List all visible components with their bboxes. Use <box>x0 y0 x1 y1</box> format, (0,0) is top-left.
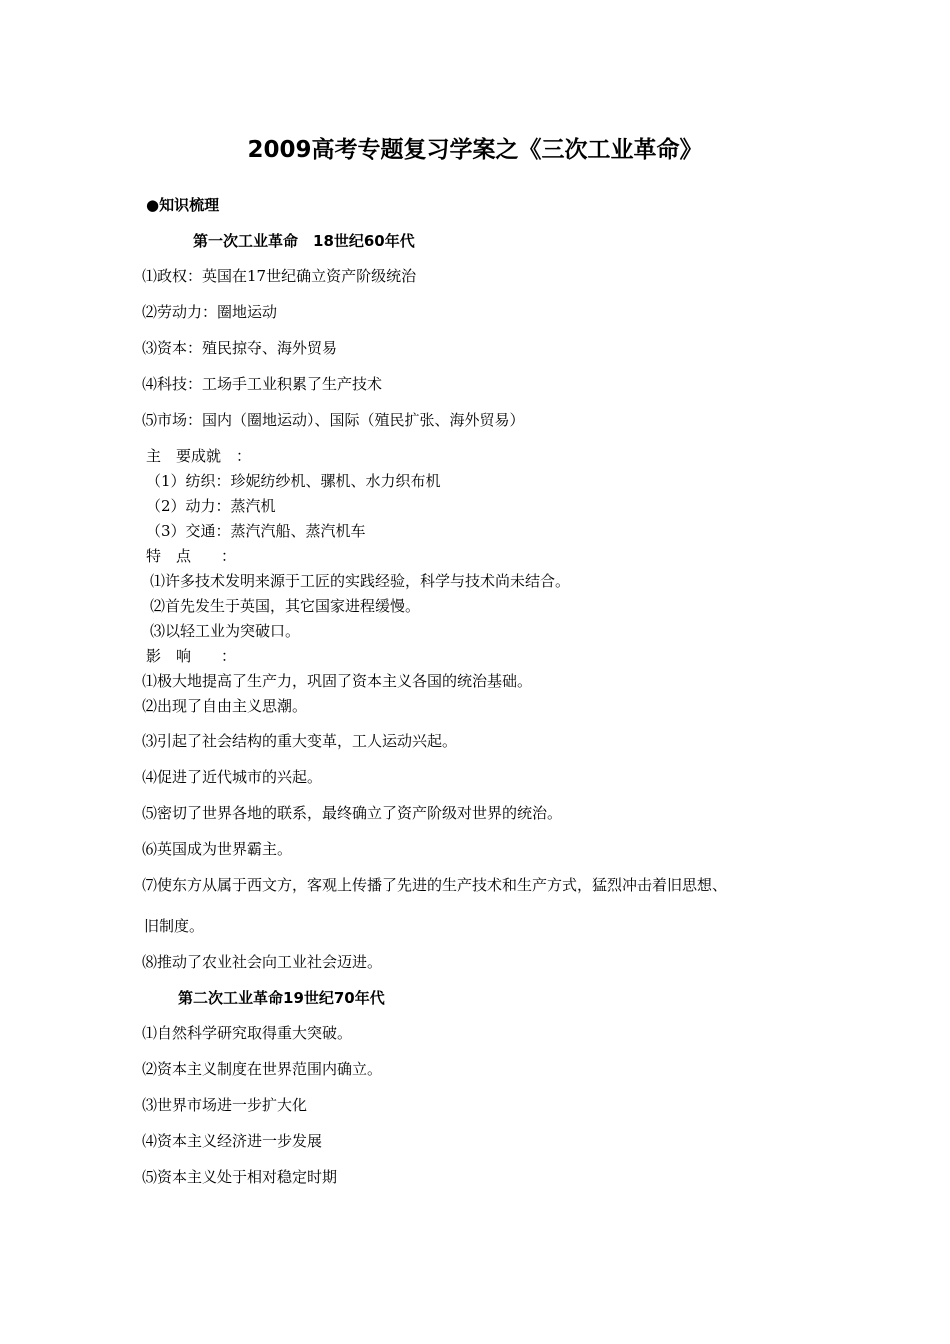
feature-item: ⑶以轻工业为突破口。 <box>150 622 301 640</box>
impact-item: ⑷促进了近代城市的兴起。 <box>142 768 323 786</box>
condition-item: ⑴政权：英国在17世纪确立资产阶级统治 <box>142 267 417 285</box>
impact-item: ⑵出现了自由主义思潮。 <box>142 697 308 715</box>
condition-item: ⑵资本主义制度在世界范围内确立。 <box>142 1060 383 1078</box>
impact-item: ⑶引起了社会结构的重大变革，工人运动兴起。 <box>142 732 458 750</box>
impact-item: ⑹英国成为世界霸主。 <box>142 840 293 858</box>
condition-item: ⑵劳动力：圈地运动 <box>142 303 278 321</box>
features-label: 特 点 ： <box>146 547 237 565</box>
achievement-item: （2）动力：蒸汽机 <box>146 497 276 515</box>
condition-item: ⑷资本主义经济进一步发展 <box>142 1132 323 1150</box>
impact-item-continuation: 旧制度。 <box>144 917 205 935</box>
impact-item: ⑸密切了世界各地的联系，最终确立了资产阶级对世界的统治。 <box>142 804 563 822</box>
condition-item: ⑴自然科学研究取得重大突破。 <box>142 1024 353 1042</box>
feature-item: ⑵首先发生于英国，其它国家进程缓慢。 <box>150 597 421 615</box>
first-revolution-heading: 第一次工业革命 18世纪60年代 <box>193 232 415 250</box>
achievement-item: （3）交通：蒸汽汽船、蒸汽机车 <box>146 522 366 540</box>
condition-item: ⑶世界市场进一步扩大化 <box>142 1096 308 1114</box>
feature-item: ⑴许多技术发明来源于工匠的实践经验，科学与技术尚未结合。 <box>150 572 571 590</box>
impact-label: 影 响 ： <box>146 647 237 665</box>
condition-item: ⑸市场：国内（圈地运动）、国际（殖民扩张、海外贸易） <box>142 411 525 429</box>
achievement-item: （1）纺织：珍妮纺纱机、骡机、水力织布机 <box>146 472 441 490</box>
impact-item: ⑻推动了农业社会向工业社会迈进。 <box>142 953 383 971</box>
condition-item: ⑶资本：殖民掠夺、海外贸易 <box>142 339 338 357</box>
condition-item: ⑷科技：工场手工业积累了生产技术 <box>142 375 383 393</box>
second-revolution-heading: 第二次工业革命19世纪70年代 <box>178 989 385 1007</box>
achievements-label: 主 要成就 ： <box>146 447 252 465</box>
impact-item: ⑺使东方从属于西文方，客观上传播了先进的生产技术和生产方式，猛烈冲击着旧思想、 <box>142 876 728 894</box>
section-heading: ●知识梳理 <box>146 196 220 214</box>
page-title: 2009高考专题复习学案之《三次工业革命》 <box>247 137 703 163</box>
impact-item: ⑴极大地提高了生产力，巩固了资本主义各国的统治基础。 <box>142 672 533 690</box>
condition-item: ⑸资本主义处于相对稳定时期 <box>142 1168 338 1186</box>
